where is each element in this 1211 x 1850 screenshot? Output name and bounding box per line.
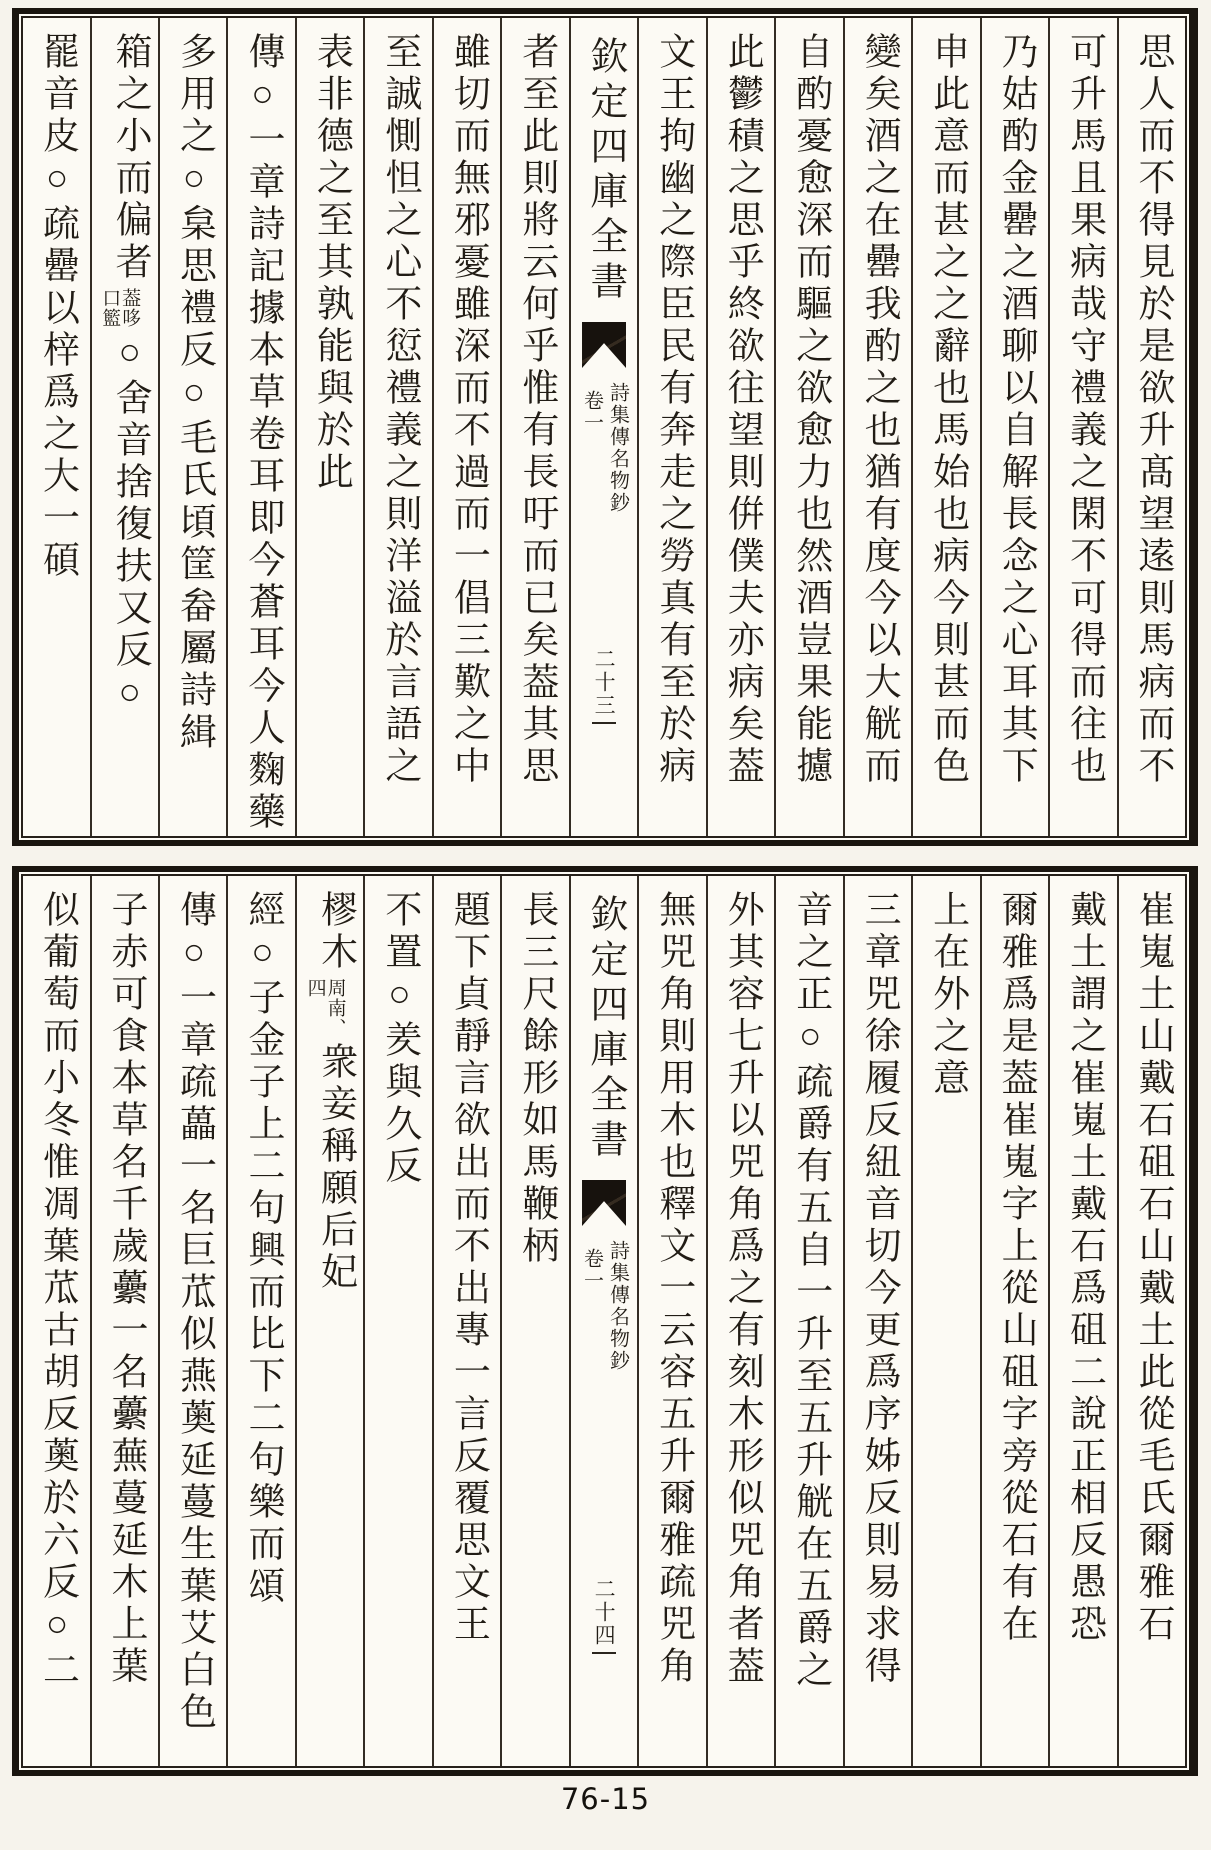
text-column <box>911 18 979 836</box>
column-text: 戴土謂之崔嵬土戴石爲砠二說正相反愚恐 <box>1063 890 1105 1646</box>
column-text: 不置○羑與久反 <box>378 890 420 1188</box>
text-column <box>1117 18 1185 836</box>
interlinear-note <box>305 978 345 1038</box>
text-column <box>90 876 158 1766</box>
note-column: 口籃 <box>99 288 121 328</box>
text-column <box>363 876 431 1766</box>
text-column <box>1117 876 1185 1766</box>
column-text: 雖切而無邪憂雖深而不過而一倡三歎之中 <box>447 32 489 788</box>
column-text: 上在外之意 <box>926 890 968 1100</box>
column-text: 表非德之至其孰能與於此 <box>310 32 352 494</box>
column-text: 可升馬且果病哉守禮義之閑不可得而往也 <box>1063 32 1105 788</box>
text-column <box>500 18 568 836</box>
running-title: 欽定四庫全書 <box>583 894 626 1164</box>
text-column <box>158 18 226 836</box>
column-text: 似葡萄而小冬惟凋葉苽古胡反薁於六反○二 <box>36 890 78 1692</box>
column-text: 申此意而甚之之辭也馬始也病今則甚而色 <box>926 32 968 788</box>
text-column <box>843 18 911 836</box>
column-text: 者至此則將云何乎惟有長吁而已矣葢其思 <box>515 32 557 788</box>
column-text: 題下貞靜言欲出而不出專一言反覆思文王 <box>447 890 489 1646</box>
text-column <box>911 876 979 1766</box>
text-column <box>706 18 774 836</box>
fishtail-icon <box>582 1180 626 1226</box>
text-column <box>432 876 500 1766</box>
text-column <box>980 18 1048 836</box>
book-title-line <box>580 382 629 514</box>
text-column <box>980 876 1048 1766</box>
column-text: 崔嵬土山戴石砠石山戴土此從毛氏爾雅石 <box>1132 890 1174 1646</box>
book-title: 詩集傳名物鈔 <box>606 382 629 514</box>
text-column <box>637 18 705 836</box>
column-text: 傳○一章疏藟一名巨苽似燕薁延蔓生葉艾白色 <box>173 890 215 1734</box>
column-text: 至誠惻怛之心不愆禮義之則洋溢於言語之 <box>378 32 420 788</box>
note-column: 四 <box>304 978 326 998</box>
text-column <box>774 18 842 836</box>
text-column <box>774 876 842 1766</box>
column-text: 多用之○枲思禮反○毛氏頃筐畚屬詩緝 <box>173 32 215 754</box>
column-text: 思人而不得見於是欲升髙望逺則馬病而不 <box>1132 32 1174 788</box>
text-column <box>295 18 363 836</box>
center-title-column <box>569 876 637 1766</box>
fishtail-icon <box>582 322 626 368</box>
text-column <box>226 18 294 836</box>
text-column <box>363 18 431 836</box>
column-text: 爾雅爲是葢崔嵬字上從山砠字旁從石有在 <box>995 890 1037 1646</box>
column-text: 外其容七升以兕角爲之有刻木形似兕角者葢 <box>721 890 763 1688</box>
column-text: 經○子金子上二句興而比下二句樂而頌 <box>241 890 283 1608</box>
column-text: 三章兕徐履反紐音切今更爲序姊反則易求得 <box>858 890 900 1688</box>
column-text: 自酌憂愈深而驅之欲愈力也然酒豈果能攄 <box>789 32 831 788</box>
column-text: 罷音皮○疏罍以梓爲之大一碩 <box>36 32 78 582</box>
column-text: 子赤可食本草名千歲虆一名虆蕪蔓延木上葉 <box>105 890 146 1688</box>
text-column <box>706 876 774 1766</box>
text-column <box>158 876 226 1766</box>
column-text: 長三尺餘形如馬鞭柄 <box>515 890 557 1268</box>
text-column <box>23 876 89 1766</box>
running-title: 欽定四庫全書 <box>583 36 626 306</box>
column-text: 樛木 周南、 四 衆妾稱願后妃 <box>304 890 356 1294</box>
column-text: 傳○一章詩記據本草卷耳即今蒼耳今人麴藥 <box>241 32 283 834</box>
text-column <box>637 876 705 1766</box>
book-title-line <box>580 1240 629 1372</box>
column-text: 乃姑酌金罍之酒聊以自解長念之心耳其下 <box>995 32 1037 788</box>
note-column: 周南、 <box>324 978 346 1038</box>
note-column: 葢哆 <box>119 288 141 328</box>
column-text: 無兕角則用木也釋文一云容五升爾雅疏兕角 <box>652 890 694 1688</box>
text-column <box>226 876 294 1766</box>
folio-number: 二十三 <box>592 648 616 724</box>
column-text: 此鬱積之思乎終欲往望則倂僕夫亦病矣葢 <box>721 32 763 788</box>
text-frame-top <box>21 16 1187 838</box>
volume-label: 卷一 <box>580 1248 603 1292</box>
text-column <box>843 876 911 1766</box>
text-column <box>295 876 363 1766</box>
column-text: 音之正○疏爵有五自一升至五升觥在五爵之 <box>789 890 831 1692</box>
text-column <box>1048 876 1116 1766</box>
text-column <box>500 876 568 1766</box>
page-block-bottom <box>12 866 1198 1776</box>
text-column <box>432 18 500 836</box>
column-text: 變矣酒之在罍我酌之也猶有度今以大觥而 <box>858 32 900 788</box>
page-block-top <box>12 8 1198 846</box>
column-text: 箱之小而偏者 葢哆 口籃 ○舍音捨復扶又反○ <box>99 32 151 718</box>
text-column <box>90 18 158 836</box>
interlinear-note <box>99 288 139 328</box>
text-column <box>1048 18 1116 836</box>
column-text: 文王拘幽之際臣民有奔走之勞真有至於病 <box>652 32 694 788</box>
folio-number: 二十四 <box>592 1578 616 1654</box>
text-column <box>23 18 89 836</box>
book-title: 詩集傳名物鈔 <box>606 1240 629 1372</box>
plate-number: 76-15 <box>560 1782 651 1816</box>
center-title-column <box>569 18 637 836</box>
volume-label: 卷一 <box>580 390 603 434</box>
text-frame-bottom <box>21 874 1187 1768</box>
